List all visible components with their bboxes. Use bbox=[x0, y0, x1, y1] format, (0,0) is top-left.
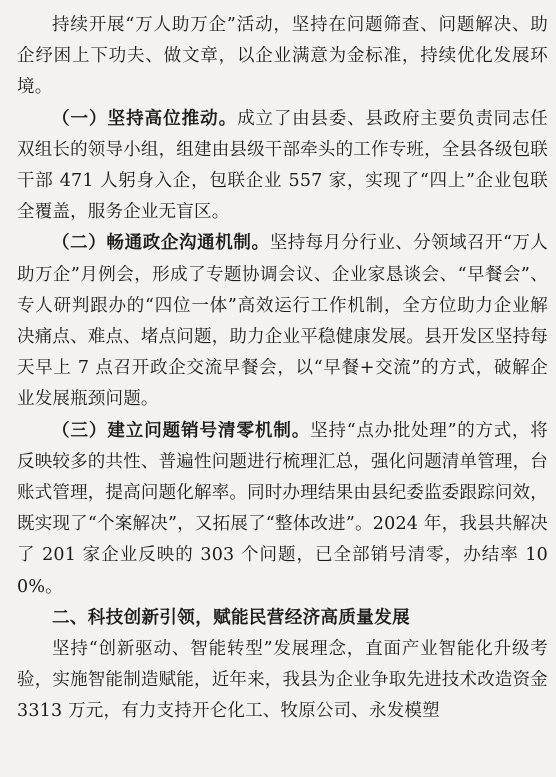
intro-text: 持续开展“万人助万企”活动，坚持在问题筛查、问题解决、助企纾困上下功夫、做文章，以企业满意为金标准，持续优化发展环境。 bbox=[17, 15, 548, 98]
point-1-text: 成立了由县委、县政府主要负责同志任双组长的领导小组，组建由县级干部牵头的工作专班，全县各级包联干部 471 人躬身入企，包联企业 557 家，实现了“四上”企业包联全覆盖，服务企业无盲区。 bbox=[17, 108, 549, 223]
point-3-text: 坚持“点办批处理”的方式，将反映较多的共性、普遍性问题进行梳理汇总，强化问题清单管理，台账式管理，提高问题化解率。同时办理结果由县纪委监委跟踪问效，既实现了“个案解决”，又拓展了“整体改进”。2024 年，我县共解决了 201 家企业反映的 303 个问题，已全部销号清零，办结率 100%。 bbox=[17, 420, 548, 597]
section-2-title: 二、科技创新引领，赋能民营经济高质量发展 bbox=[52, 607, 410, 628]
point-1-paragraph bbox=[17, 104, 548, 229]
point-3-paragraph bbox=[17, 416, 548, 603]
point-3-heading: （三）建立问题销号清零机制。 bbox=[52, 420, 311, 441]
point-2-paragraph bbox=[17, 228, 548, 415]
point-2-text: 坚持每月分行业、分领域召开“万人助万企”月例会，形成了专题协调会议、企业家恳谈会、“早餐会”、专人研判跟办的“四位一体”高效运行工作机制，全方位助力企业解决痛点、难点、堵点问题，助力企业平稳健康发展。县开发区坚持每天早上 7 点召开政企交流早餐会，以“早餐+交流”的方式，破解企业发展瓶颈问题。 bbox=[17, 233, 548, 410]
point-2-heading: （二）畅通政企沟通机制。 bbox=[52, 233, 270, 254]
intro-paragraph bbox=[17, 10, 548, 104]
section-2-text: 坚持“创新驱动、智能转型”发展理念，直面产业智能化升级考验，实施智能制造赋能，近年来，我县为企业争取先进技术改造资金 3313 万元，有力支持开仑化工、牧原公司、永发模塑 bbox=[17, 639, 548, 722]
section-2-paragraph bbox=[17, 634, 548, 728]
point-1-heading: （一）坚持高位推动。 bbox=[52, 108, 238, 129]
